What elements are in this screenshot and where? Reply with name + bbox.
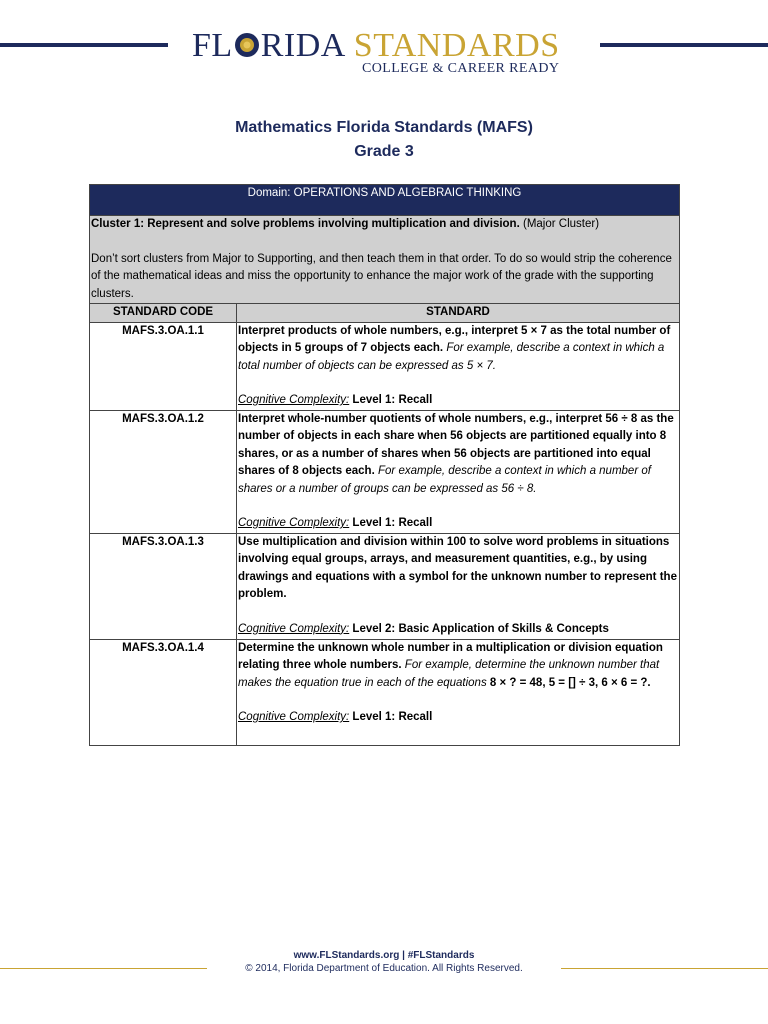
standard-description (237, 410, 680, 533)
logo-wordmark (192, 26, 560, 66)
complexity-label: Cognitive Complexity: (238, 394, 350, 406)
table-row (90, 639, 680, 745)
table-row (90, 410, 680, 533)
cognitive-complexity (238, 392, 678, 410)
column-header-row (90, 304, 680, 323)
standard-code: MAFS.3.OA.1.1 (90, 322, 237, 410)
cluster-row (90, 216, 680, 304)
standard-equations: 8 × ? = 48, 5 = [] ÷ 3, 6 × 6 = ?. (489, 676, 651, 689)
document-grade: Grade 3 (354, 143, 414, 160)
standard-text: Interpret products of whole numbers, e.g., interpret 5 × 7 as the total number of objects in 5 groups of 7 objects each. (238, 324, 671, 354)
complexity-label: Cognitive Complexity: (238, 711, 350, 723)
cognitive-complexity (238, 709, 678, 727)
cluster-title: Cluster 1: Represent and solve problems involving multiplication and division. (91, 218, 520, 230)
complexity-value: Level 1: Recall (352, 394, 433, 406)
florida-standards-logo (192, 26, 582, 82)
header-rule-left (0, 43, 168, 47)
standard-text: Use multiplication and division within 100 to solve word problems in situations involving equal groups, arrays, and measurement quantities, e.g., by using drawings and equations with a symbol for the unknown number to represent the problem. (238, 535, 677, 600)
standard-text: Determine the unknown whole number in a multiplication or division equation relating three whole numbers. (238, 641, 663, 671)
cluster-tag: (Major Cluster) (522, 218, 600, 230)
header-rule-right (600, 43, 768, 47)
cluster-cell (90, 216, 680, 304)
table-row (90, 533, 680, 639)
document-title: Mathematics Florida Standards (MAFS) (235, 119, 533, 136)
standard-example: For example, describe a context in which a number of shares or a number of groups can be expressed as 56 ÷ 8. (238, 465, 651, 495)
standard-example: For example, determine the unknown number that makes the equation true in each of the equations (238, 659, 660, 689)
logo-standards: STANDARDS (353, 27, 560, 64)
standard-example: For example, describe a context in which a total number of objects can be expressed as 5 × 7. (238, 342, 665, 372)
logo-florida-post: RIDA (260, 27, 346, 64)
footer-links[interactable]: www.FLStandards.org | #FLStandards (293, 950, 475, 961)
florida-sun-icon (234, 32, 260, 58)
cognitive-complexity (238, 621, 678, 639)
cognitive-complexity (238, 515, 678, 533)
footer-copyright: © 2014, Florida Department of Education. All Rights Reserved. (245, 963, 523, 974)
column-header-code: STANDARD CODE (90, 304, 237, 323)
standard-text: Interpret whole-number quotients of whole numbers, e.g., interpret 56 ÷ 8 as the number of objects in each share when 56 objects are partitioned equally into 8 shares, or as a number of shares when 56 objects are partitioned into equal shares of 8 objects each. (238, 412, 674, 477)
complexity-value: Level 1: Recall (352, 517, 433, 529)
standard-description (237, 533, 680, 639)
domain-row (90, 185, 680, 216)
column-header-standard: STANDARD (237, 304, 680, 323)
standard-code: MAFS.3.OA.1.4 (90, 639, 237, 745)
complexity-label: Cognitive Complexity: (238, 517, 350, 529)
cluster-heading (91, 216, 678, 234)
standard-code: MAFS.3.OA.1.3 (90, 533, 237, 639)
logo-florida-pre: FL (192, 27, 233, 64)
cluster-note: Don’t sort clusters from Major to Supporting, and then teach them in that order. To do so would strip the coherence of the mathematical ideas and miss the opportunity to enhance the major work of the grade with the supporting clusters. (91, 252, 672, 300)
standard-description (237, 639, 680, 745)
table-row (90, 322, 680, 410)
logo-tagline: COLLEGE & CAREER READY (362, 61, 560, 76)
standards-table (89, 184, 680, 746)
complexity-value: Level 2: Basic Application of Skills & Concepts (352, 622, 609, 635)
complexity-label: Cognitive Complexity: (238, 622, 350, 635)
standard-code: MAFS.3.OA.1.2 (90, 410, 237, 533)
domain-heading: Domain: OPERATIONS AND ALGEBRAIC THINKING (90, 185, 680, 216)
standard-description (237, 322, 680, 410)
complexity-value: Level 1: Recall (352, 711, 433, 723)
